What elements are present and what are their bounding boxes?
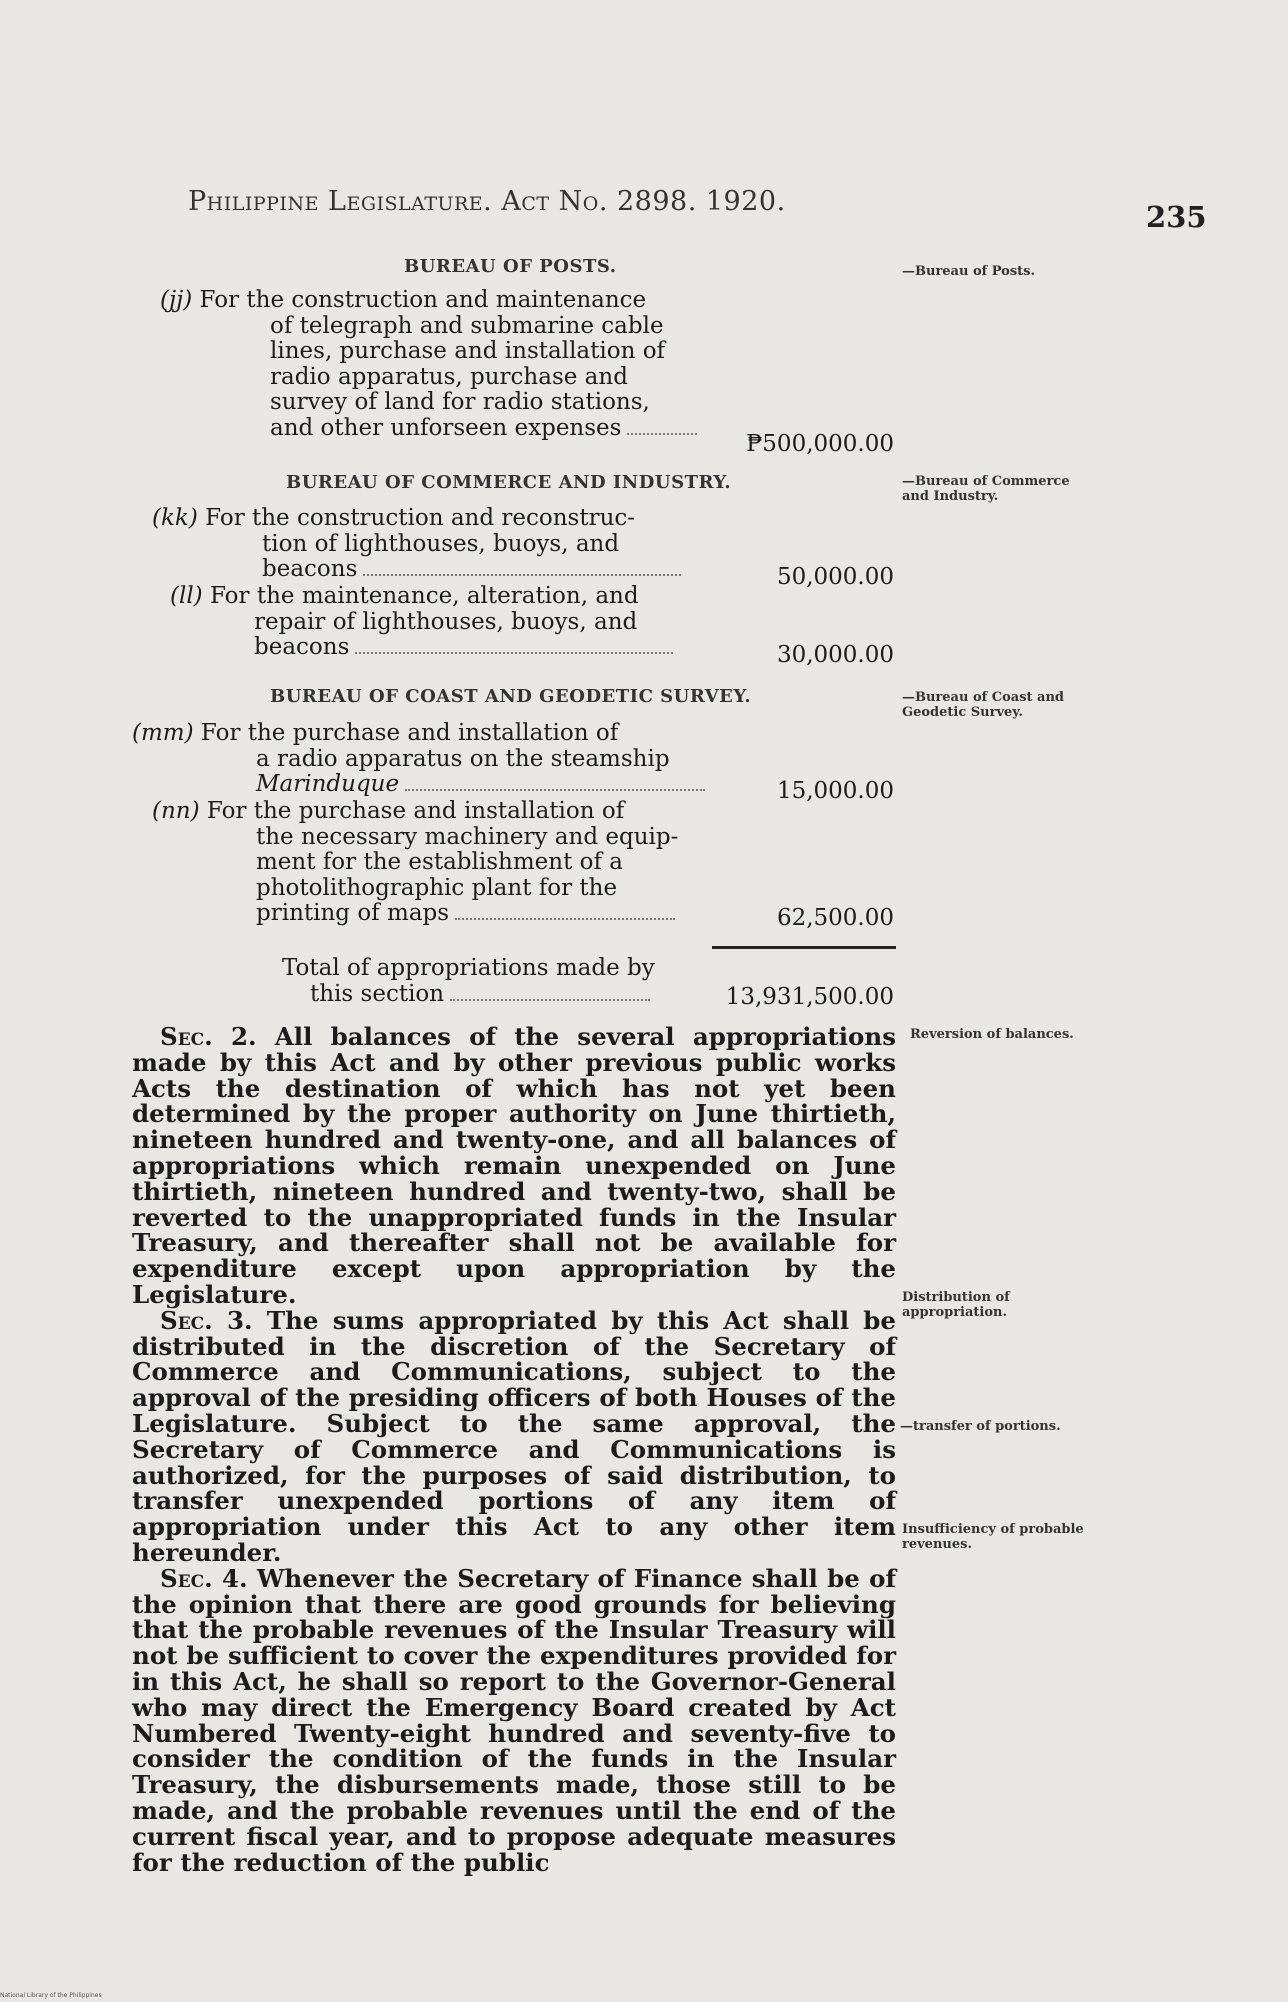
- amount-nn: 62,500.00: [776, 905, 894, 931]
- item-line: beacons: [254, 634, 350, 661]
- appropriation-item-kk: [152, 506, 681, 583]
- margin-note-transfer: —transfer of portions.: [900, 1419, 1061, 1434]
- appropriation-item-nn: [152, 799, 678, 927]
- running-head-text: Philippine Legislature. Act No. 2898. 1920.: [188, 186, 786, 217]
- item-line: For the maintenance, alteration, and: [209, 583, 639, 609]
- section-2: [132, 1024, 896, 1308]
- appropriation-item-ll: [170, 584, 673, 661]
- item-line: Marinduque: [256, 771, 400, 798]
- section-heading-posts: BUREAU OF POSTS.: [404, 256, 617, 277]
- amount-mm: 15,000.00: [776, 778, 894, 804]
- item-line: For the construction and maintenance: [199, 287, 647, 313]
- section-text: Whenever the Secretary of Finance shall be of the opinion that there are good grounds for believing that the probable revenues of the Insular Treasury will not be sufficient to cover the expenditures provided for in this Act, he shall so report to the Governor-General who may direct the Emergency Board created by Act Numbered Twenty-eight hundred and seventy-five to consider the condition of the funds in the Insular Treasury, the disbursements made, those still to be made, and the probable revenues until the end of the current fiscal year, and to propose adequate measures for the reduction of the public: [132, 1563, 896, 1877]
- body-text: [132, 1024, 896, 1875]
- item-line: the necessary machinery and equip-: [256, 823, 679, 850]
- item-line: of telegraph and submarine cable: [270, 312, 664, 339]
- section-label: Sec. 2.: [160, 1022, 257, 1051]
- amount-ll: 30,000.00: [776, 642, 894, 668]
- amount-kk: 50,000.00: [776, 564, 894, 590]
- margin-note-coast: —Bureau of Coast and Geodetic Survey.: [902, 690, 1065, 720]
- item-line: For the purchase and installation of: [200, 720, 619, 746]
- section-text: All balances of the several appropriations made by this Act and by other previous public works Acts the destination of which has not yet been determined by the proper authority on June thirtieth, nineteen hundred and twenty-one, and all balances of appropriations which remain unexpended on June thirtieth, nineteen hundred and twenty-two, shall be reverted to the unappropriated funds in the Insular Treasury, and thereafter shall not be available for expenditure except upon appropriation by the Legislature.: [132, 1022, 896, 1309]
- section-heading-coast: BUREAU OF COAST AND GEODETIC SURVEY.: [270, 686, 752, 707]
- item-line: photolithographic plant for the: [256, 874, 618, 901]
- item-line: lines, purchase and installation of: [270, 338, 666, 365]
- appropriation-item-jj: [160, 288, 697, 442]
- item-line: beacons: [262, 556, 358, 583]
- amount-total: 13,931,500.00: [725, 984, 894, 1010]
- item-line: printing of maps: [256, 900, 450, 927]
- item-label: (nn): [152, 798, 200, 824]
- item-line: For the purchase and installation of: [206, 798, 625, 824]
- item-label: (jj): [160, 287, 193, 313]
- item-line: repair of lighthouses, buoys, and: [254, 608, 638, 635]
- item-line: For the construction and reconstruc-: [205, 505, 636, 531]
- item-label: (ll): [170, 583, 203, 609]
- item-line: tion of lighthouses, buoys, and: [262, 530, 620, 557]
- section-label: Sec. 4.: [160, 1563, 248, 1593]
- margin-note-insufficiency: Insufficiency of probable revenues.: [902, 1522, 1084, 1552]
- total-line: this section: [310, 980, 445, 1007]
- section-4: [132, 1563, 896, 1877]
- item-line: a radio apparatus on the steamship: [256, 745, 670, 772]
- total-line: Total of appropriations made by: [282, 955, 655, 981]
- item-label: (mm): [132, 720, 194, 746]
- library-footer: National Library of the Philippines: [0, 1992, 102, 1999]
- section-heading-commerce: BUREAU OF COMMERCE AND INDUSTRY.: [286, 472, 732, 493]
- total-label: [282, 956, 655, 1007]
- margin-note-distribution: Distribution of appropriation.: [902, 1290, 1010, 1320]
- margin-note-reversion: Reversion of balances.: [910, 1027, 1074, 1042]
- item-line: survey of land for radio stations,: [270, 389, 650, 416]
- section-text: The sums appropriated by this Act shall be distributed in the discretion of the Secretary of Commerce and Communications, subject to the approval of the presiding officers of both Houses of the Legislature. Subject to the same approval, the Secretary of Commerce and Communications is authorized, for the purposes of said distribution, to transfer unexpended portions of any item of appropriation under this Act to any other item hereunder.: [132, 1305, 896, 1567]
- section-label: Sec. 3.: [160, 1305, 253, 1335]
- item-label: (kk): [152, 505, 198, 531]
- amount-jj: ₱500,000.00: [746, 431, 894, 457]
- item-line: ment for the establishment of a: [256, 849, 624, 876]
- running-head: [188, 186, 786, 217]
- margin-note-commerce: —Bureau of Commerce and Industry.: [902, 474, 1070, 504]
- page-number: 235: [1146, 200, 1207, 234]
- total-rule: [712, 946, 896, 949]
- item-line: and other unforseen expenses: [270, 414, 622, 441]
- margin-note-posts: —Bureau of Posts.: [902, 264, 1036, 279]
- item-line: radio apparatus, purchase and: [270, 363, 628, 390]
- section-3: [132, 1305, 896, 1567]
